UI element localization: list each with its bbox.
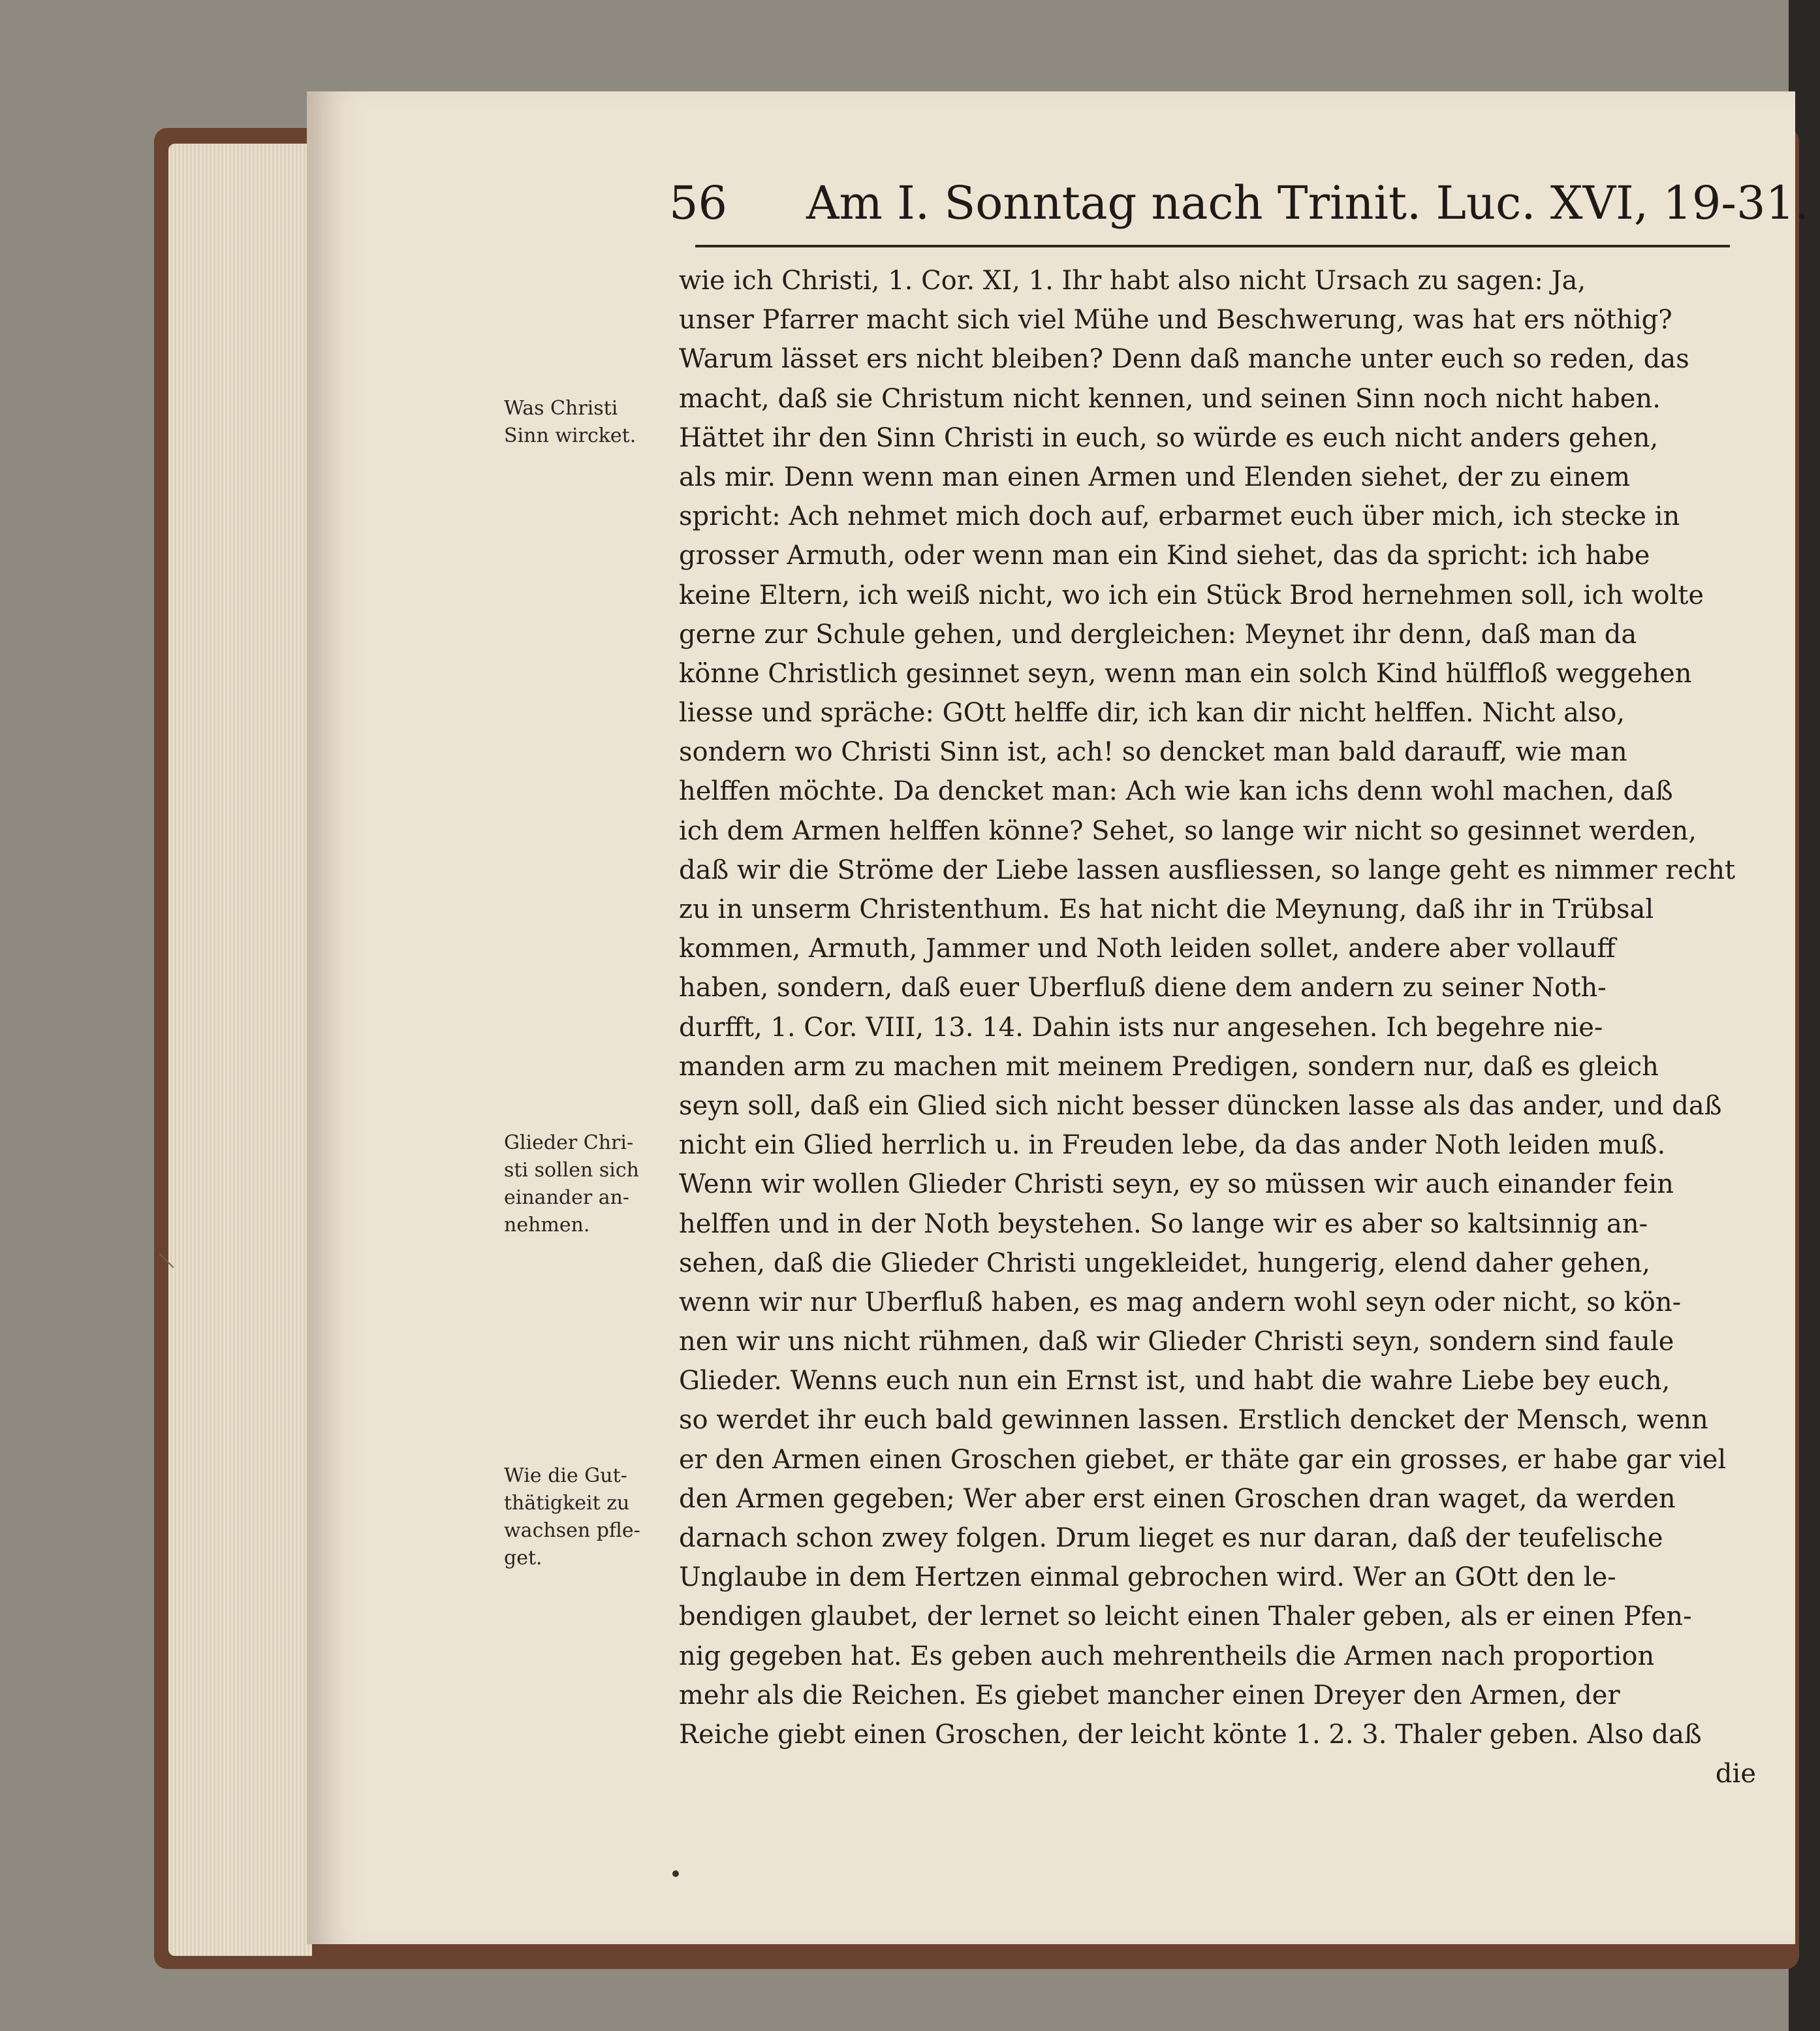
text-line: kommen, Armuth, Jammer und Noth leiden sollet, andere aber vollauff (679, 934, 1616, 964)
margin-note-glieder-christi (504, 1129, 667, 1239)
text-line: bendigen glaubet, der lernet so leicht einen Thaler geben, als er einen Pfen- (679, 1601, 1692, 1632)
text-line: als mir. Denn wenn man einen Armen und Elenden siehet, der zu einem (679, 462, 1631, 492)
text-line: Reiche giebt einen Groschen, der leicht könte 1. 2. 3. Thaler geben. Also daß (679, 1719, 1702, 1750)
text-line: so werdet ihr euch bald gewinnen lassen. Erstlich dencket der Mensch, wenn (679, 1405, 1708, 1436)
text-line: liesse und spräche: GOtt helffe dir, ich kan dir nicht helffen. Nicht also, (679, 698, 1625, 729)
text-line: Wenn wir wollen Glieder Christi seyn, ey so müssen wir auch einander fein (679, 1169, 1674, 1200)
ink-speck (672, 1870, 679, 1877)
margin-note-line: Sinn wircket. (504, 424, 636, 447)
header-rule (695, 245, 1730, 247)
text-line: mehr als die Reichen. Es giebet mancher einen Dreyer den Armen, der (679, 1680, 1620, 1710)
text-line: helffen und in der Noth beystehen. So lange wir es aber so kaltsinnig an- (679, 1208, 1648, 1239)
text-line: könne Christlich gesinnet seyn, wenn man ein solch Kind hülffloß weggehen (679, 658, 1692, 689)
page-edges (168, 144, 312, 1956)
text-line: keine Eltern, ich weiß nicht, wo ich ein Stück Brod hernehmen soll, ich wolte (679, 580, 1704, 610)
text-line: zu in unserm Christenthum. Es hat nicht die Meynung, daß ihr in Trübsal (679, 894, 1654, 924)
text-line: darnach schon zwey folgen. Drum lieget es nur daran, daß der teufelische (679, 1523, 1663, 1553)
text-line: manden arm zu machen mit meinem Predigen, sondern nur, daß es gleich (679, 1051, 1659, 1082)
text-line: nen wir uns nicht rühmen, daß wir Glieder Christi seyn, sondern sind faule (679, 1327, 1674, 1357)
margin-note-line: thätigkeit zu (504, 1492, 630, 1515)
text-line: den Armen gegeben; Wer aber erst einen Groschen dran waget, da werden (679, 1483, 1676, 1514)
text-line: macht, daß sie Christum nicht kennen, und seinen Sinn noch nicht haben. (679, 383, 1661, 414)
text-line: grosser Armuth, oder wenn man ein Kind siehet, das da spricht: ich habe (679, 541, 1650, 571)
text-line: sondern wo Christi Sinn ist, ach! so dencket man bald darauff, wie man (679, 737, 1627, 768)
margin-note-christi-sinn (504, 395, 667, 450)
text-line: unser Pfarrer macht sich viel Mühe und Beschwerung, was hat ers nöthig? (679, 305, 1672, 336)
text-line: haben, sondern, daß euer Uberfluß diene dem andern zu seiner Noth- (679, 973, 1607, 1003)
margin-note-line: Wie die Gut- (504, 1464, 627, 1487)
text-line: nig gegeben hat. Es geben auch mehrentheils die Armen nach proportion (679, 1641, 1655, 1671)
running-head (669, 176, 1810, 248)
text-line: nicht ein Glied herrlich u. in Freuden lebe, da das ander Noth leiden muß. (679, 1130, 1666, 1161)
text-line: Warum lässet ers nicht bleiben? Denn daß manche unter euch so reden, das (679, 344, 1689, 375)
margin-note-guttaetigkeit (504, 1462, 667, 1572)
text-line: sehen, daß die Glieder Christi ungekleidet, hungerig, elend daher gehen, (679, 1248, 1650, 1278)
margin-note-line: Glieder Chri- (504, 1131, 634, 1154)
page-number: 56 (669, 176, 728, 230)
margin-note-line: nehmen. (504, 1214, 590, 1236)
text-line: wie ich Christi, 1. Cor. XI, 1. Ihr habt also nicht Ursach zu sagen: Ja, (679, 266, 1586, 296)
main-text-block (679, 261, 1756, 1793)
text-line: Glieder. Wenns euch nun ein Ernst ist, und habt die wahre Liebe bey euch, (679, 1366, 1671, 1396)
running-title: Am I. Sonntag nach Trinit. Luc. XVI, 19-31. (806, 176, 1810, 230)
text-line: wenn wir nur Uberfluß haben, es mag andern wohl seyn oder nicht, so kön- (679, 1287, 1682, 1317)
text-line: gerne zur Schule gehen, und dergleichen: Meynet ihr denn, daß man da (679, 619, 1637, 650)
text-line: er den Armen einen Groschen giebet, er thäte gar ein grosses, er habe gar viel (679, 1444, 1727, 1475)
text-line: ich dem Armen helffen könne? Sehet, so lange wir nicht so gesinnet werden, (679, 815, 1697, 846)
text-line: die (1715, 1759, 1756, 1789)
text-line: helffen möchte. Da dencket man: Ach wie kan ichs denn wohl machen, daß (679, 776, 1673, 807)
text-line: durfft, 1. Cor. VIII, 13. 14. Dahin ists nur angesehen. Ich begehre nie- (679, 1012, 1603, 1043)
text-line: daß wir die Ströme der Liebe lassen ausfliessen, so lange geht es nimmer recht (679, 855, 1736, 885)
text-line: Hättet ihr den Sinn Christi in euch, so würde es euch nicht anders gehen, (679, 422, 1659, 453)
margin-note-line: wachsen pfle- (504, 1519, 640, 1542)
text-line: seyn soll, daß ein Glied sich nicht besser düncken lasse als das ander, und daß (679, 1090, 1722, 1121)
margin-note-line: Was Christi (504, 397, 618, 420)
margin-note-line: einander an- (504, 1186, 630, 1209)
text-line: spricht: Ach nehmet mich doch auf, erbarmet euch über mich, ich stecke in (679, 501, 1680, 532)
text-line: Unglaube in dem Hertzen einmal gebrochen wird. Wer an GOtt den le- (679, 1562, 1616, 1593)
margin-note-line: sti sollen sich (504, 1159, 639, 1182)
margin-note-line: get. (504, 1547, 542, 1569)
